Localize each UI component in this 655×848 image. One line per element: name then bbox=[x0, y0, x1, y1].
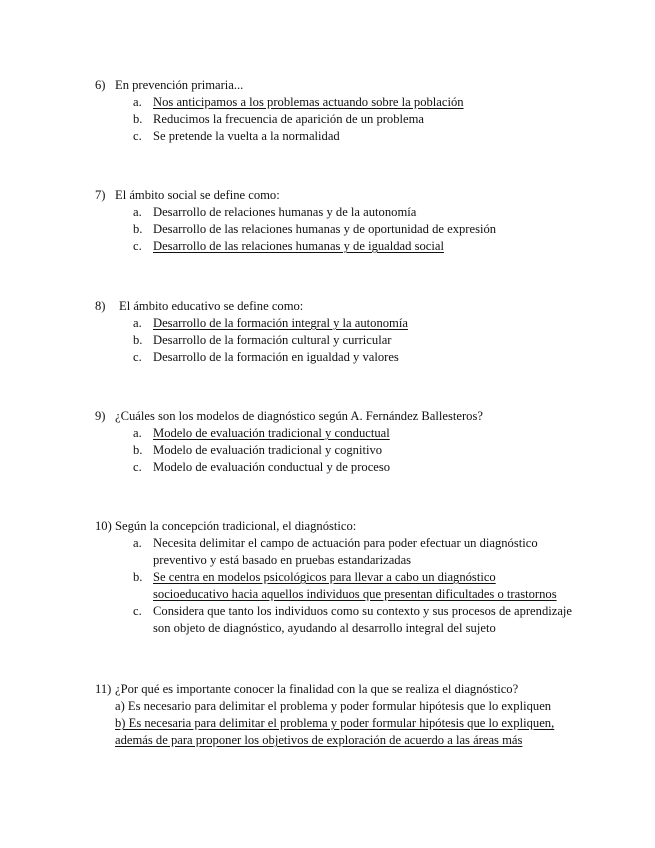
option-text-correct: Modelo de evaluación tradicional y conductual bbox=[153, 426, 390, 440]
question-text: El ámbito social se define como: bbox=[115, 188, 280, 202]
option-letter: b. bbox=[133, 570, 143, 584]
option-9b bbox=[95, 442, 575, 459]
option-11b bbox=[95, 715, 575, 732]
option-text: Modelo de evaluación conductual y de proceso bbox=[153, 460, 391, 474]
option-text-correct: Desarrollo de la formación integral y la autonomía bbox=[153, 316, 408, 330]
question-7 bbox=[95, 187, 575, 255]
option-7c bbox=[95, 238, 575, 255]
question-9 bbox=[95, 408, 575, 476]
option-7a bbox=[95, 204, 575, 221]
question-7-stem bbox=[95, 187, 575, 204]
option-letter: b. bbox=[133, 333, 143, 347]
option-text-correct: Nos anticipamos a los problemas actuando sobre la población bbox=[153, 95, 464, 109]
option-text: Modelo de evaluación tradicional y cognitivo bbox=[153, 443, 383, 457]
option-8a bbox=[95, 315, 575, 332]
option-9c bbox=[95, 459, 575, 476]
question-8-stem bbox=[95, 298, 575, 315]
question-number: 7) bbox=[95, 188, 106, 202]
question-text: ¿Por qué es importante conocer la finalidad con la que se realiza el diagnóstico? bbox=[115, 682, 519, 696]
option-11b-continuation: además de para proponer los objetivos de exploración de acuerdo a las áreas más bbox=[115, 733, 523, 747]
option-letter: b. bbox=[133, 222, 143, 236]
option-8c bbox=[95, 349, 575, 366]
option-text-correct: b) Es necesaria para delimitar el problema y poder formular hipótesis que lo expliquen, bbox=[115, 716, 555, 730]
question-10 bbox=[95, 518, 575, 637]
question-6 bbox=[95, 77, 575, 145]
option-text: Desarrollo de relaciones humanas y de la autonomía bbox=[153, 205, 417, 219]
option-6a bbox=[95, 94, 575, 111]
option-11a bbox=[95, 698, 575, 715]
option-9a bbox=[95, 425, 575, 442]
option-text: Necesita delimitar el campo de actuación para poder efectuar un diagnóstico preventivo y está basado en pruebas estandarizadas bbox=[153, 536, 538, 567]
option-text: Se pretende la vuelta a la normalidad bbox=[153, 129, 340, 143]
option-10a bbox=[95, 535, 575, 569]
question-10-stem bbox=[95, 518, 575, 535]
question-number: 8) bbox=[95, 299, 106, 313]
option-letter: a. bbox=[133, 536, 142, 550]
question-8 bbox=[95, 298, 575, 366]
option-letter: a. bbox=[133, 205, 142, 219]
question-9-stem bbox=[95, 408, 575, 425]
option-10b bbox=[95, 569, 575, 603]
option-text: Desarrollo de las relaciones humanas y de oportunidad de expresión bbox=[153, 222, 497, 236]
option-text-correct: Desarrollo de las relaciones humanas y de igualdad social bbox=[153, 239, 444, 253]
option-letter: c. bbox=[133, 350, 142, 364]
option-letter: c. bbox=[133, 129, 142, 143]
option-8b bbox=[95, 332, 575, 349]
option-letter: a. bbox=[133, 426, 142, 440]
option-text: a) Es necesario para delimitar el problema y poder formular hipótesis que lo expliquen bbox=[115, 699, 552, 713]
option-letter: c. bbox=[133, 460, 142, 474]
option-text-correct: Se centra en modelos psicológicos para llevar a cabo un diagnóstico socioeducativo hacia aquellos individuos que presentan dificultades o trastornos bbox=[153, 570, 557, 601]
option-10c bbox=[95, 603, 575, 637]
option-text: Desarrollo de la formación en igualdad y valores bbox=[153, 350, 399, 364]
question-11-stem bbox=[95, 681, 575, 698]
option-letter: c. bbox=[133, 239, 142, 253]
option-letter: b. bbox=[133, 443, 143, 457]
option-letter: b. bbox=[133, 112, 143, 126]
option-letter: c. bbox=[133, 604, 142, 618]
question-number: 9) bbox=[95, 409, 106, 423]
question-6-stem bbox=[95, 77, 575, 94]
option-text: Reducimos la frecuencia de aparición de un problema bbox=[153, 112, 424, 126]
question-number: 10) bbox=[95, 519, 112, 533]
question-text: En prevención primaria... bbox=[115, 78, 244, 92]
option-text: Considera que tanto los individuos como su contexto y sus procesos de aprendizaje son objeto de diagnóstico, ayudando al desarrollo integral del sujeto bbox=[153, 604, 573, 635]
option-7b bbox=[95, 221, 575, 238]
question-text: Según la concepción tradicional, el diagnóstico: bbox=[115, 519, 357, 533]
option-letter: a. bbox=[133, 316, 142, 330]
option-text: Desarrollo de la formación cultural y curricular bbox=[153, 333, 392, 347]
option-6b bbox=[95, 111, 575, 128]
option-letter: a. bbox=[133, 95, 142, 109]
option-6c bbox=[95, 128, 575, 145]
question-text: El ámbito educativo se define como: bbox=[119, 299, 304, 313]
question-number: 6) bbox=[95, 78, 106, 92]
question-text: ¿Cuáles son los modelos de diagnóstico según A. Fernández Ballesteros? bbox=[115, 409, 483, 423]
question-number: 11) bbox=[95, 682, 112, 696]
question-11 bbox=[95, 681, 575, 749]
